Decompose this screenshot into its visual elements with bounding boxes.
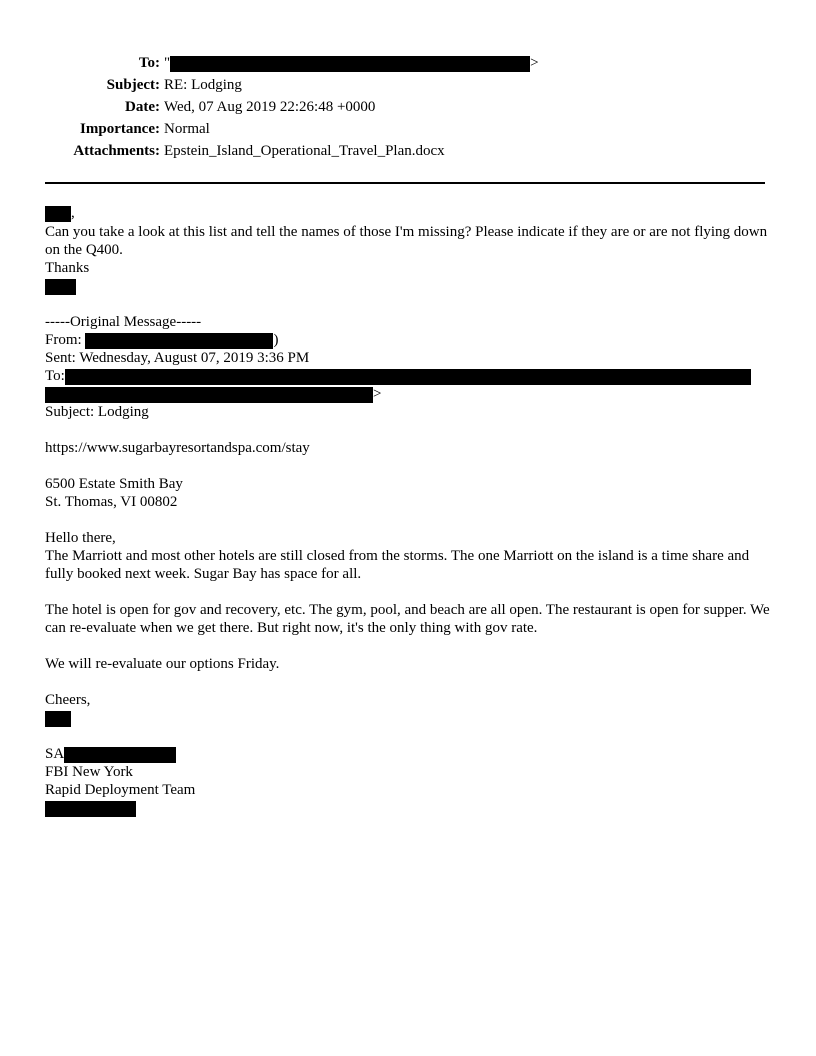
importance-label: Importance: bbox=[80, 121, 160, 137]
greeting-comma: , bbox=[71, 205, 75, 221]
cheers-signature bbox=[45, 709, 71, 727]
paragraph-1: The Marriott and most other hotels are still closed from the storms. The one Marriott on the island is a time share and fully booked next week. Sugar Bay has space for all. bbox=[45, 548, 750, 582]
from-label: From: bbox=[45, 332, 82, 348]
signature-office: FBI New York bbox=[45, 764, 133, 780]
redaction-block bbox=[45, 711, 71, 727]
subject-value: RE: Lodging bbox=[164, 77, 242, 93]
date-label: Date: bbox=[125, 99, 160, 115]
signature-team: Rapid Deployment Team bbox=[45, 782, 196, 798]
header-to-row bbox=[0, 53, 539, 73]
original-to-continued bbox=[45, 385, 381, 403]
hello-line: Hello there, bbox=[45, 530, 116, 546]
redaction-block bbox=[64, 747, 176, 763]
paragraph-3: We will re-evaluate our options Friday. bbox=[45, 656, 280, 672]
reply-thanks: Thanks bbox=[45, 260, 90, 276]
redaction-block bbox=[45, 279, 76, 295]
subject-label: Subject: bbox=[106, 77, 160, 93]
redaction-block bbox=[45, 801, 136, 817]
importance-value: Normal bbox=[164, 121, 210, 137]
original-to bbox=[45, 367, 751, 385]
sig-prefix: SA bbox=[45, 746, 65, 762]
header-attachments-row bbox=[0, 141, 445, 161]
to-value bbox=[164, 53, 539, 73]
attachment-filename: Epstein_Island_Operational_Travel_Plan.docx bbox=[164, 143, 445, 159]
cheers-line: Cheers, bbox=[45, 692, 91, 708]
attachments-label: Attachments: bbox=[73, 143, 160, 159]
header-importance-row bbox=[0, 119, 210, 139]
signature-contact bbox=[45, 799, 136, 817]
header-subject-row bbox=[0, 75, 242, 95]
paragraph-2: The hotel is open for gov and recovery, etc. The gym, pool, and beach are all open. The restaurant is open for supper. We can re-evaluate when we get there. But right now, it's the only thing with gov rate. bbox=[45, 602, 770, 636]
from-suffix: ) bbox=[273, 332, 279, 348]
to-label: To: bbox=[45, 368, 65, 384]
reply-signature bbox=[45, 277, 76, 295]
reply-greeting bbox=[45, 204, 75, 222]
reply-body: Can you take a look at this list and tell the names of those I'm missing? Please indicate if they are or are not flying down on the Q400. bbox=[45, 224, 768, 258]
header-date-row bbox=[0, 97, 375, 117]
to-label: To: bbox=[138, 55, 160, 71]
date-value: Wed, 07 Aug 2019 22:26:48 +0000 bbox=[164, 99, 376, 115]
original-subject: Subject: Lodging bbox=[45, 404, 149, 420]
redaction-block bbox=[45, 206, 71, 222]
original-from bbox=[45, 331, 278, 349]
redaction-block bbox=[45, 387, 373, 403]
address-line-1: 6500 Estate Smith Bay bbox=[45, 476, 183, 492]
header-divider bbox=[45, 182, 765, 184]
to-suffix: > bbox=[373, 386, 382, 402]
redaction-block bbox=[85, 333, 273, 349]
original-message-separator: -----Original Message----- bbox=[45, 314, 202, 330]
original-sent: Sent: Wednesday, August 07, 2019 3:36 PM bbox=[45, 350, 310, 366]
hotel-url[interactable]: https://www.sugarbayresortandspa.com/stay bbox=[45, 440, 310, 456]
signature-name bbox=[45, 745, 176, 763]
to-prefix: " bbox=[164, 55, 171, 71]
to-suffix: > bbox=[530, 55, 539, 71]
address-line-2: St. Thomas, VI 00802 bbox=[45, 494, 178, 510]
redaction-block bbox=[170, 56, 530, 72]
redaction-block bbox=[65, 369, 751, 385]
